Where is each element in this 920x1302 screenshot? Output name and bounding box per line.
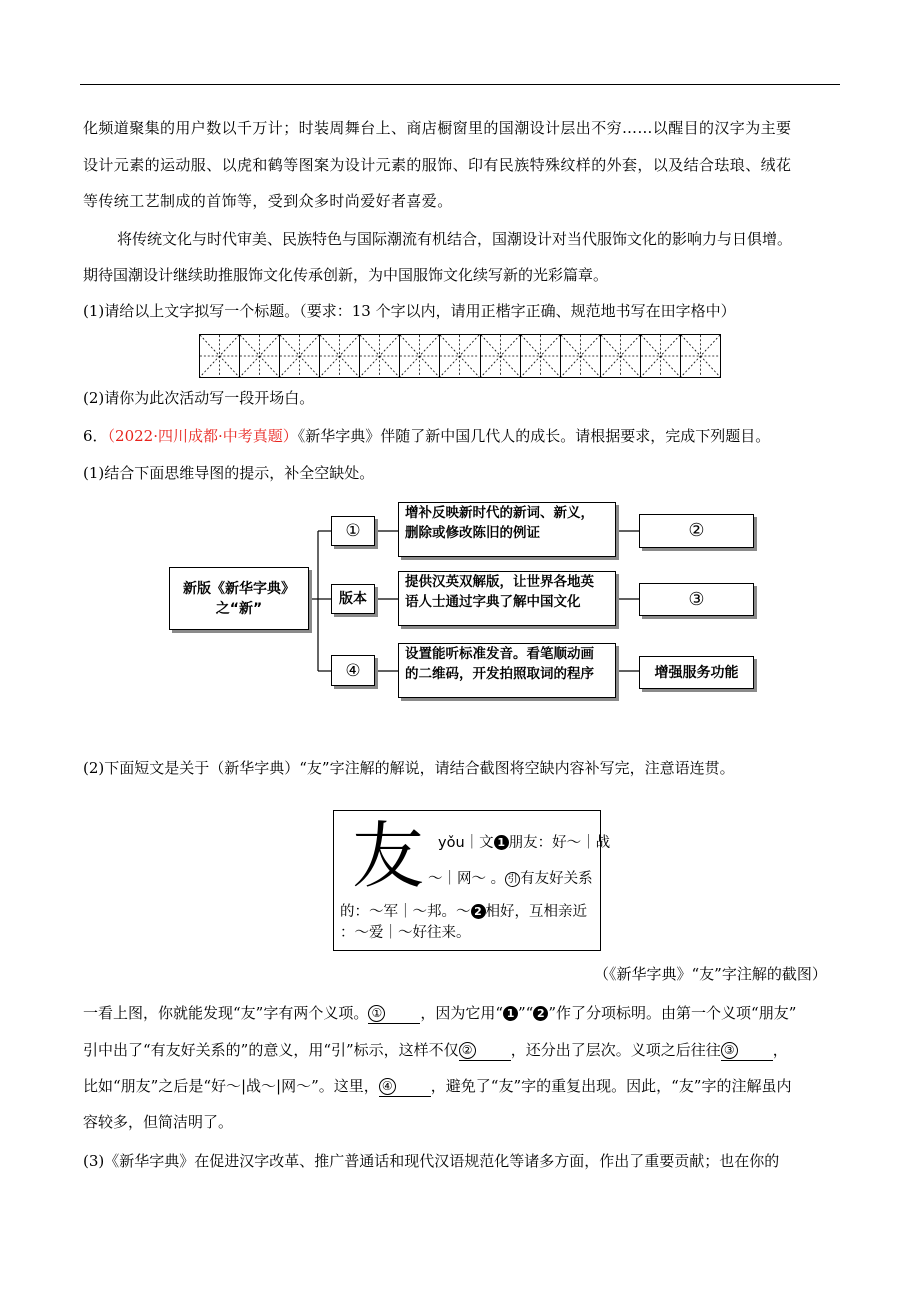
dictionary-text: yǒu｜文 [438,835,494,851]
mindmap-node-version: 版本 [331,584,375,614]
dictionary-line [340,902,587,922]
mindmap-desc-line: 提供汉英双解版，让世界各地英 [405,574,594,590]
mindmap-output-blank-3[interactable]: ③ [639,583,754,616]
paragraph-line: 化频道聚集的用户数以千万计；时装周舞台上、商店橱窗里的国潮设计层出不穷……以醒目的汉字为主要 [83,119,792,137]
answer-line [83,1040,788,1061]
question-6-2: (2)下面短文是关于（新华字典）“友”字注解的解说，请结合截图将空缺内容补写完，注意语连贯。 [83,759,735,777]
answer-line: 容较多，但简洁明了。 [83,1113,234,1131]
mindmap-node-blank-1[interactable]: ① [331,516,375,546]
answer-blank-3[interactable] [721,1040,773,1061]
answer-line [83,1076,791,1097]
question-text: 《新华字典》伴随了新中国几代人的成长。请根据要求，完成下列题目。 [297,427,771,445]
dictionary-text: 相好，互相亲近 [485,904,587,920]
answer-text: ，避免了“友”字的重复出现。因此，“友”字的注解虽内 [430,1077,792,1095]
mindmap-desc-line: 删除或修改陈旧的例证 [405,525,540,541]
mindmap-desc-line: 增补反映新时代的新词、新义， [405,505,594,521]
dictionary-entry-screenshot [333,810,611,951]
mindmap-desc-line: 的二维码，开发拍照取词的程序 [405,666,594,682]
answer-text: 引中出了“有友好关系的”的意义，用“引”标示，这样不仅 [83,1041,459,1059]
mindmap-desc-2 [398,571,616,626]
mindmap-node-blank-4[interactable]: ④ [331,655,375,686]
mindmap-desc-line: 设置能听标准发音。看笔顺动画 [405,646,594,662]
question-6-3: (3)《新华字典》在促进汉字改革、推广普通话和现代汉语规范化等诸多方面，作出了重要贡献；也在你的 [83,1152,780,1170]
blank-number: ② [459,1042,476,1059]
mindmap-root-line: 新版《新华字典》 [183,580,295,597]
dictionary-text: ～｜网～ 。 [428,871,506,887]
figure-caption: （《新华字典》“友”字注解的截图） [594,965,827,983]
mindmap-desc-line: 语人士通过字典了解中国文化 [405,594,581,610]
answer-blank-4[interactable] [379,1076,431,1097]
blank-number: ③ [721,1042,738,1059]
sense-1-marker: 1 [503,1006,518,1021]
sense-1-marker: 1 [494,835,509,850]
dictionary-text: 有友好关系 [520,871,593,887]
dictionary-line [428,869,593,889]
question-1-title: (1)请给以上文字拟写一个标题。（要求：13 个字以内，请用正楷字正确、规范地书写在田字格中） [83,302,736,320]
answer-text: 一看上图，你就能发现“友”字有两个义项。 [83,1004,369,1022]
blank-number: ④ [379,1078,396,1095]
question-source: （2022·四川成都·中考真题） [107,427,298,445]
sense-2-marker: 2 [533,1006,548,1021]
dictionary-text: 的：～军｜～邦。～ [340,904,471,920]
mindmap-desc-3 [398,643,616,698]
answer-text: 比如“朋友”之后是“好～|战～|网～”。这里， [83,1077,379,1095]
paragraph-line: 将传统文化与时代审美、民族特色与国际潮流有机结合，国潮设计对当代服饰文化的影响力与日俱增。 [117,230,793,248]
mindmap-desc-1 [398,502,616,557]
answer-text: ，还分出了层次。义项之后往往 [510,1041,721,1059]
paragraph-line: 设计元素的运动服、以虎和鹤等图案为设计元素的服饰、印有民族特殊纹样的外套，以及结合珐琅、绒花 [83,156,792,174]
answer-blank-2[interactable] [459,1040,511,1061]
mindmap-root-line: 之“新” [215,600,263,617]
question-2-opening: (2)请你为此次活动写一段开场白。 [83,389,315,407]
paragraph-line: 期待国潮设计继续助推服饰文化传承创新，为中国服饰文化续写新的光彩篇章。 [83,266,609,284]
mindmap-root [169,567,309,630]
blank-number: ① [368,1005,385,1022]
question-6-1: (1)结合下面思维导图的提示，补全空缺处。 [83,464,375,482]
dictionary-text: 朋友：好～｜战 [508,835,611,851]
answer-text: ”“ [518,1004,534,1022]
question-number: 6． [83,427,108,445]
answer-text: ”作了分项标明。由第一个义项“朋友” [548,1004,797,1022]
dictionary-line [438,833,610,853]
answer-blank-1[interactable] [368,1003,420,1024]
answer-line [83,1003,796,1024]
answer-text: ，因为它用“ [420,1004,504,1022]
paragraph-line: 等传统工艺制成的首饰等，受到众多时尚爱好者喜爱。 [83,192,453,210]
dictionary-headword: 友 [352,814,425,898]
yin-marker: 引 [505,872,520,887]
mindmap-output-service: 增强服务功能 [639,656,754,689]
dictionary-line: ：～爱｜～好往来。 [340,925,471,941]
mindmap-output-blank-2[interactable]: ② [639,514,754,548]
answer-text: ， [772,1041,788,1059]
sense-2-marker: 2 [471,904,486,919]
